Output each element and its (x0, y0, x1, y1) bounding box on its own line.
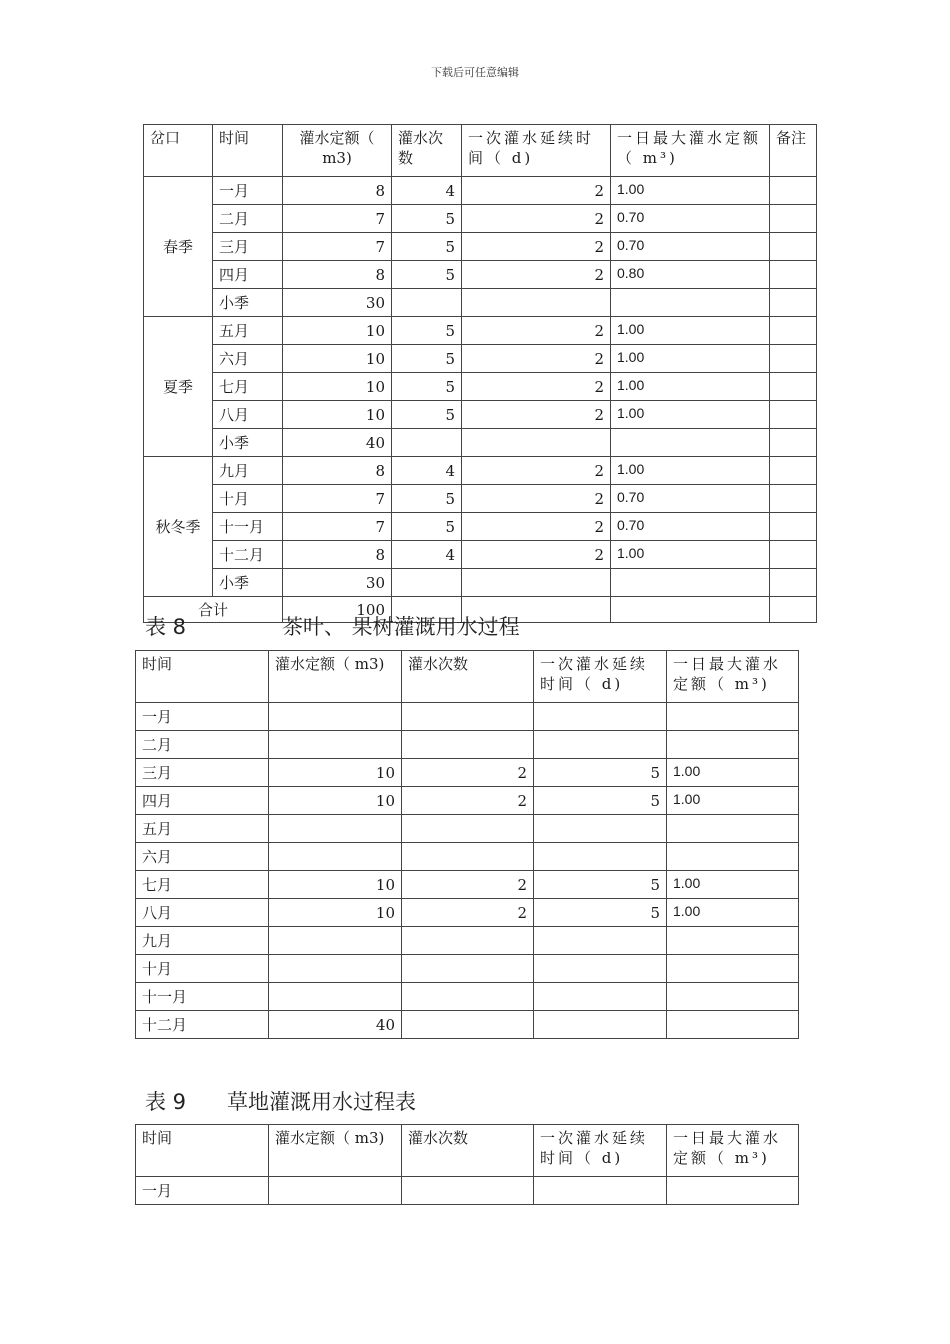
quota-cell (269, 703, 402, 731)
table-row (144, 569, 817, 597)
table-row (144, 541, 817, 569)
month-cell: 四月 (136, 787, 269, 815)
max-quota-cell: 1.00 (611, 457, 770, 485)
quota-cell: 8 (283, 261, 392, 289)
count-cell: 5 (392, 485, 462, 513)
month-cell: 十一月 (136, 983, 269, 1011)
month-cell: 小季 (213, 289, 283, 317)
remark-cell (770, 457, 817, 485)
quota-cell: 10 (283, 373, 392, 401)
month-cell: 四月 (213, 261, 283, 289)
quota-cell: 10 (283, 345, 392, 373)
remark-cell (770, 205, 817, 233)
duration-cell: 2 (462, 513, 611, 541)
duration-cell (534, 843, 667, 871)
month-cell: 八月 (136, 899, 269, 927)
duration-cell: 5 (534, 787, 667, 815)
quota-cell (269, 815, 402, 843)
irrigation-table-9 (135, 1124, 799, 1205)
header-row (144, 125, 817, 177)
quota-cell: 7 (283, 485, 392, 513)
remark-cell (770, 177, 817, 205)
column-header: 灌水定额（ m3) (283, 125, 392, 177)
table-row (144, 233, 817, 261)
remark-cell (770, 569, 817, 597)
max-quota-cell: 1.00 (611, 373, 770, 401)
table-row (136, 899, 799, 927)
count-cell (392, 569, 462, 597)
max-quota-cell (667, 955, 799, 983)
duration-cell: 5 (534, 899, 667, 927)
column-header: 灌水定额（ m3) (269, 651, 402, 703)
season-cell: 秋冬季 (144, 457, 213, 597)
month-cell: 五月 (136, 815, 269, 843)
column-header: 灌水次数 (402, 651, 534, 703)
count-cell (402, 703, 534, 731)
count-cell (402, 843, 534, 871)
table-8-number: 表 8 (145, 615, 187, 639)
table-row (144, 457, 817, 485)
max-quota-cell: 1.00 (667, 787, 799, 815)
column-header: 一次灌水延续时间（ d) (462, 125, 611, 177)
duration-cell: 2 (462, 233, 611, 261)
quota-cell (269, 983, 402, 1011)
table-row (136, 731, 799, 759)
count-cell (402, 955, 534, 983)
column-header: 一日最大灌水定额（ m³) (611, 125, 770, 177)
max-quota-cell: 0.70 (611, 485, 770, 513)
max-quota-cell: 1.00 (667, 899, 799, 927)
max-quota-cell: 1.00 (611, 177, 770, 205)
month-cell: 九月 (136, 927, 269, 955)
quota-cell: 30 (283, 569, 392, 597)
month-cell: 十二月 (213, 541, 283, 569)
count-cell: 5 (392, 513, 462, 541)
column-header: 灌水次数 (402, 1125, 534, 1177)
month-cell: 一月 (213, 177, 283, 205)
duration-cell (534, 731, 667, 759)
remark-cell (770, 373, 817, 401)
page-header: 下载后可任意编辑 (431, 66, 519, 79)
table-row (136, 787, 799, 815)
max-quota-cell (667, 843, 799, 871)
count-cell: 5 (392, 317, 462, 345)
header-row (136, 1125, 799, 1177)
month-cell: 九月 (213, 457, 283, 485)
table-row (136, 815, 799, 843)
quota-cell: 10 (269, 871, 402, 899)
month-cell: 一月 (136, 1177, 269, 1205)
quota-cell (269, 843, 402, 871)
month-cell: 七月 (213, 373, 283, 401)
duration-cell: 2 (462, 205, 611, 233)
column-header: 岔口 (144, 125, 213, 177)
count-cell (402, 731, 534, 759)
table-row (136, 927, 799, 955)
count-cell: 5 (392, 401, 462, 429)
table-row (144, 485, 817, 513)
duration-cell (462, 569, 611, 597)
remark-cell (770, 233, 817, 261)
table-row (136, 1011, 799, 1039)
irrigation-table-8 (135, 650, 799, 1039)
table-row (144, 205, 817, 233)
table-row (144, 317, 817, 345)
count-cell (402, 815, 534, 843)
irrigation-table-1 (143, 124, 817, 623)
count-cell (402, 1177, 534, 1205)
duration-cell: 2 (462, 261, 611, 289)
max-quota-cell: 1.00 (667, 871, 799, 899)
month-cell: 二月 (136, 731, 269, 759)
total-value: 100 (283, 597, 392, 623)
table-row (136, 955, 799, 983)
month-cell: 七月 (136, 871, 269, 899)
max-quota-cell (667, 927, 799, 955)
count-cell: 5 (392, 205, 462, 233)
quota-cell: 30 (283, 289, 392, 317)
table-row (144, 429, 817, 457)
total-label: 合计 (144, 597, 283, 623)
quota-cell: 7 (283, 205, 392, 233)
table-row (144, 401, 817, 429)
max-quota-cell: 1.00 (611, 541, 770, 569)
table-8-title: 茶叶、 果树灌溉用水过程 (282, 615, 520, 639)
duration-cell: 2 (462, 177, 611, 205)
column-header: 一次灌水延续时间（ d) (534, 1125, 667, 1177)
table-row (144, 513, 817, 541)
column-header: 一日最大灌水定额（ m³) (667, 1125, 799, 1177)
duration-cell: 5 (534, 871, 667, 899)
season-cell: 春季 (144, 177, 213, 317)
column-header: 时间 (136, 1125, 269, 1177)
duration-cell: 2 (462, 345, 611, 373)
month-cell: 小季 (213, 429, 283, 457)
remark-cell (770, 429, 817, 457)
table-row (144, 373, 817, 401)
table-row (144, 289, 817, 317)
remark-cell (770, 485, 817, 513)
month-cell: 一月 (136, 703, 269, 731)
duration-cell: 2 (462, 401, 611, 429)
month-cell: 十二月 (136, 1011, 269, 1039)
max-quota-cell: 0.70 (611, 205, 770, 233)
count-cell (392, 429, 462, 457)
count-cell: 4 (392, 541, 462, 569)
duration-cell (534, 1177, 667, 1205)
count-cell: 2 (402, 871, 534, 899)
column-header: 灌水定额（ m3) (269, 1125, 402, 1177)
column-header: 备注 (770, 125, 817, 177)
count-cell: 2 (402, 899, 534, 927)
max-quota-cell (667, 703, 799, 731)
remark-cell (770, 541, 817, 569)
count-cell: 5 (392, 233, 462, 261)
remark-cell (770, 345, 817, 373)
table-row (136, 703, 799, 731)
table-row (136, 843, 799, 871)
empty-cell (611, 597, 770, 623)
month-cell: 三月 (136, 759, 269, 787)
month-cell: 三月 (213, 233, 283, 261)
remark-cell (770, 401, 817, 429)
quota-cell: 10 (283, 401, 392, 429)
quota-cell: 8 (283, 177, 392, 205)
season-cell: 夏季 (144, 317, 213, 457)
column-header: 一日最大灌水定额（ m³) (667, 651, 799, 703)
quota-cell: 40 (283, 429, 392, 457)
max-quota-cell (667, 815, 799, 843)
quota-cell: 7 (283, 513, 392, 541)
count-cell (402, 1011, 534, 1039)
table-9-number: 表 9 (145, 1090, 187, 1114)
duration-cell (462, 289, 611, 317)
quota-cell: 7 (283, 233, 392, 261)
max-quota-cell: 1.00 (611, 317, 770, 345)
month-cell: 十一月 (213, 513, 283, 541)
count-cell: 2 (402, 787, 534, 815)
max-quota-cell: 0.70 (611, 513, 770, 541)
column-header: 时间 (136, 651, 269, 703)
column-header: 灌水次数 (392, 125, 462, 177)
max-quota-cell (611, 569, 770, 597)
month-cell: 六月 (213, 345, 283, 373)
column-header: 时间 (213, 125, 283, 177)
quota-cell: 10 (269, 787, 402, 815)
max-quota-cell: 0.70 (611, 233, 770, 261)
quota-cell (269, 955, 402, 983)
count-cell (402, 983, 534, 1011)
quota-cell (269, 927, 402, 955)
max-quota-cell: 1.00 (611, 345, 770, 373)
max-quota-cell (611, 289, 770, 317)
table-row (136, 983, 799, 1011)
quota-cell: 40 (269, 1011, 402, 1039)
table-9-title: 草地灌溉用水过程表 (227, 1090, 416, 1114)
count-cell: 5 (392, 345, 462, 373)
duration-cell (534, 955, 667, 983)
table-row (136, 759, 799, 787)
month-cell: 小季 (213, 569, 283, 597)
table-row (144, 345, 817, 373)
quota-cell: 8 (283, 541, 392, 569)
quota-cell: 10 (269, 759, 402, 787)
duration-cell (534, 927, 667, 955)
column-header: 一次灌水延续时间（ d) (534, 651, 667, 703)
remark-cell (770, 317, 817, 345)
duration-cell (534, 703, 667, 731)
quota-cell: 10 (269, 899, 402, 927)
table-row (144, 261, 817, 289)
duration-cell: 2 (462, 485, 611, 513)
max-quota-cell (667, 731, 799, 759)
table-row (144, 177, 817, 205)
quota-cell (269, 1177, 402, 1205)
header-row (136, 651, 799, 703)
max-quota-cell (667, 1011, 799, 1039)
quota-cell: 8 (283, 457, 392, 485)
duration-cell (534, 1011, 667, 1039)
empty-cell (770, 597, 817, 623)
duration-cell (534, 815, 667, 843)
duration-cell: 2 (462, 541, 611, 569)
count-cell: 5 (392, 373, 462, 401)
duration-cell: 2 (462, 457, 611, 485)
month-cell: 六月 (136, 843, 269, 871)
duration-cell: 2 (462, 373, 611, 401)
quota-cell: 10 (283, 317, 392, 345)
duration-cell (462, 429, 611, 457)
count-cell (402, 927, 534, 955)
count-cell: 4 (392, 177, 462, 205)
duration-cell: 5 (534, 759, 667, 787)
max-quota-cell (667, 983, 799, 1011)
duration-cell: 2 (462, 317, 611, 345)
month-cell: 二月 (213, 205, 283, 233)
remark-cell (770, 513, 817, 541)
remark-cell (770, 261, 817, 289)
table-row (136, 871, 799, 899)
table-row (136, 1177, 799, 1205)
duration-cell (534, 983, 667, 1011)
count-cell: 4 (392, 457, 462, 485)
month-cell: 五月 (213, 317, 283, 345)
month-cell: 八月 (213, 401, 283, 429)
max-quota-cell (667, 1177, 799, 1205)
max-quota-cell (611, 429, 770, 457)
max-quota-cell: 1.00 (667, 759, 799, 787)
max-quota-cell: 0.80 (611, 261, 770, 289)
quota-cell (269, 731, 402, 759)
max-quota-cell: 1.00 (611, 401, 770, 429)
remark-cell (770, 289, 817, 317)
month-cell: 十月 (213, 485, 283, 513)
count-cell (392, 289, 462, 317)
count-cell: 5 (392, 261, 462, 289)
count-cell: 2 (402, 759, 534, 787)
month-cell: 十月 (136, 955, 269, 983)
